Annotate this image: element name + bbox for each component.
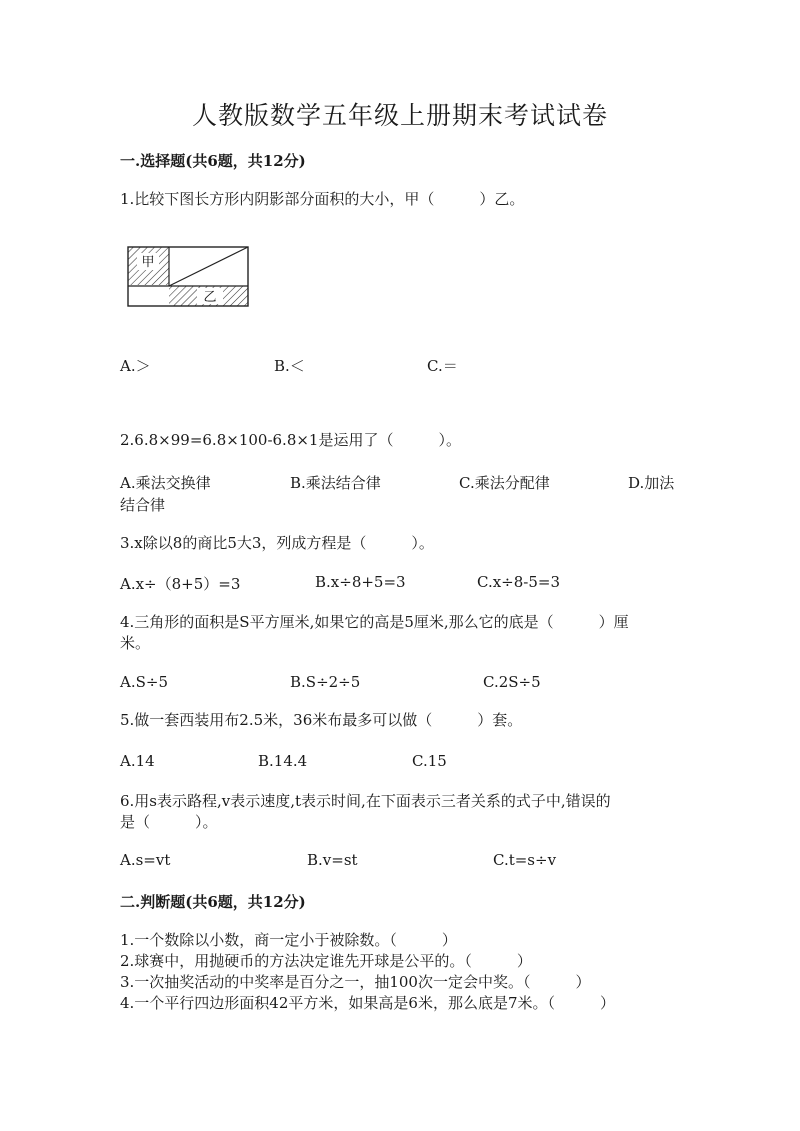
page-title: 人教版数学五年级上册期末考试试卷 [191,101,608,130]
judge-question-3: 3.一次抽奖活动的中奖率是百分之一，抽100次一定会中奖。（ ） [120,973,591,991]
question-2-stem: 2.6.8×99=6.8×100-6.8×1是运用了（ ）。 [120,431,461,449]
question-6-option-b: B.v=st [307,851,358,869]
figure-label-yi: 乙 [203,290,217,305]
question-1-stem: 1.比较下图长方形内阴影部分面积的大小，甲（ ）乙。 [120,190,525,208]
question-3-option-a: A.x÷（8+5）=3 [120,575,241,593]
judge-question-1: 1.一个数除以小数，商一定小于被除数。（ ） [120,931,457,949]
question-4-stem: 4.三角形的面积是S平方厘米,如果它的高是5厘米,那么它的底是（ ）厘 [120,613,629,631]
question-2-option-b: B.乘法结合律 [290,474,381,492]
question-2-option-a: A.乘法交换律 [120,474,211,492]
question-6-stem: 6.用s表示路程,v表示速度,t表示时间,在下面表示三者关系的式子中,错误的 [120,792,611,810]
question-2-option-d-continued: 结合律 [120,496,166,514]
question-3-stem: 3.x除以8的商比5大3，列成方程是（ ）。 [120,534,434,552]
question-3-option-c: C.x÷8-5=3 [477,573,561,591]
question-4-option-b: B.S÷2÷5 [290,673,361,691]
question-1-option-b: B.＜ [274,357,305,375]
section-heading-choice: 一.选择题(共6题，共12分) [120,152,306,170]
question-2-option-c: C.乘法分配律 [459,474,550,492]
rectangle-shading-figure [127,246,251,310]
question-5-stem: 5.做一套西装用布2.5米，36米布最多可以做（ ）套。 [120,711,523,729]
question-2-option-d: D.加法 [628,474,675,492]
question-5-option-a: A.14 [120,752,155,770]
question-4-option-a: A.S÷5 [120,673,168,691]
question-6-stem-continued: 是（ ）。 [120,813,218,831]
question-4-stem-continued: 米。 [120,634,151,652]
question-4-option-c: C.2S÷5 [483,673,541,691]
question-1-option-c: C.＝ [427,357,458,375]
judge-question-4: 4.一个平行四边形面积42平方米，如果高是6米，那么底是7米。（ ） [120,994,615,1012]
figure-label-jia: 甲 [141,255,155,270]
judge-question-2: 2.球赛中，用抛硬币的方法决定谁先开球是公平的。（ ） [120,952,532,970]
question-5-option-b: B.14.4 [258,752,308,770]
question-5-option-c: C.15 [412,752,447,770]
question-6-option-a: A.s=vt [120,851,171,869]
question-1-option-a: A.＞ [120,357,151,375]
question-3-option-b: B.x÷8+5=3 [315,573,406,591]
question-6-option-c: C.t=s÷v [493,851,557,869]
section-heading-judge: 二.判断题(共6题，共12分) [120,893,306,911]
